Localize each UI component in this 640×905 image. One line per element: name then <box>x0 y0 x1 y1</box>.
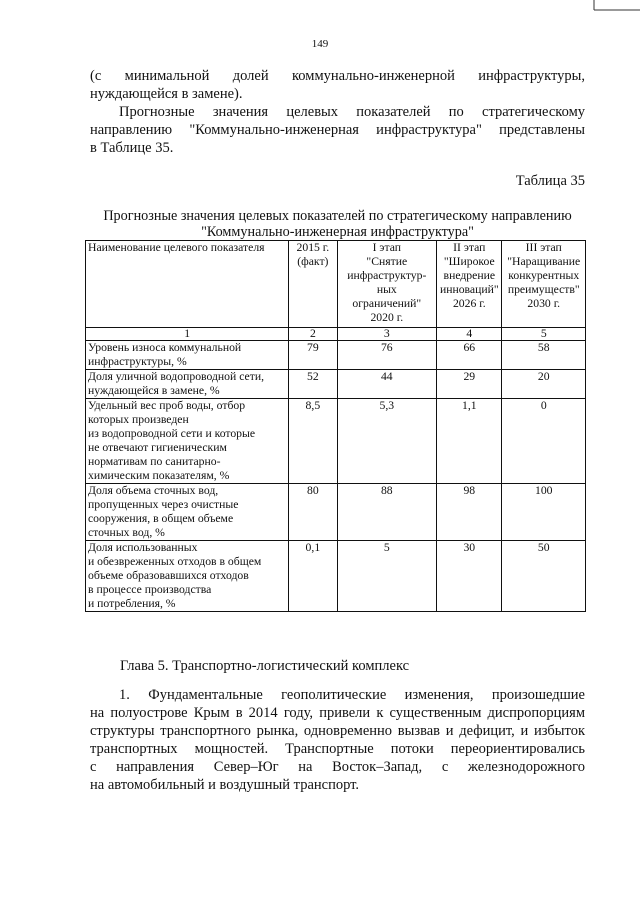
indicator-value: 0 <box>502 399 586 484</box>
indicator-value: 0,1 <box>289 541 337 612</box>
forecast-line: направлению "Коммунально-инженерная инфраструктура" представлены <box>90 122 585 138</box>
indicator-value: 79 <box>289 341 337 370</box>
table-header-row <box>86 241 586 328</box>
indicator-name: Доля объема сточных вод, пропущенных через очистные сооружения, в общем объеме сточных вод, % <box>86 484 289 541</box>
indicator-value: 80 <box>289 484 337 541</box>
column-number: 1 <box>86 328 289 341</box>
indicator-value: 66 <box>437 341 502 370</box>
indicator-value: 30 <box>437 541 502 612</box>
body-line: структуры транспортного рынка, одновременно вызвав и дефицит, и избыток <box>90 723 585 739</box>
header-stage-1: I этап "Снятие инфраструктур- ных ограничений" 2020 г. <box>337 241 437 328</box>
column-number: 3 <box>337 328 437 341</box>
indicator-name: Удельный вес проб воды, отбор которых произведен из водопроводной сети и которые не отвечают гигиеническим нормативам по санитарно- химическим показателям, % <box>86 399 289 484</box>
column-numbers-row <box>86 328 586 341</box>
table-row <box>86 370 586 399</box>
chapter-title: Глава 5. Транспортно-логистический комплекс <box>120 658 410 674</box>
indicator-value: 1,1 <box>437 399 502 484</box>
indicator-value: 76 <box>337 341 437 370</box>
indicator-value: 100 <box>502 484 586 541</box>
table-title <box>85 208 590 240</box>
table-title-line: Прогнозные значения целевых показателей по стратегическому направлению <box>103 208 572 224</box>
table-row <box>86 341 586 370</box>
column-number: 2 <box>289 328 337 341</box>
indicator-value: 20 <box>502 370 586 399</box>
indicator-value: 58 <box>502 341 586 370</box>
scan-corner-mark <box>586 0 640 18</box>
table-row <box>86 484 586 541</box>
indicator-value: 98 <box>437 484 502 541</box>
forecast-paragraph <box>90 103 585 157</box>
indicators-table <box>85 240 586 612</box>
header-indicator-name: Наименование целевого показателя <box>86 241 289 328</box>
body-line: с направления Север–Юг на Восток–Запад, с железнодорожного <box>90 759 585 775</box>
table-row <box>86 399 586 484</box>
indicator-value: 52 <box>289 370 337 399</box>
body-line: на автомобильный и воздушный транспорт. <box>90 777 360 793</box>
table-label: Таблица 35 <box>515 173 585 189</box>
intro-paragraph <box>90 67 585 103</box>
indicator-name: Уровень износа коммунальной инфраструктуры, % <box>86 341 289 370</box>
indicator-value: 88 <box>337 484 437 541</box>
body-line: транспортных мощностей. Транспортные потоки переориентировались <box>90 741 585 757</box>
forecast-line: Прогнозные значения целевых показателей по стратегическому <box>119 104 585 120</box>
body-line: 1. Фундаментальные геополитические изменения, произошедшие <box>119 687 585 703</box>
forecast-line: в Таблице 35. <box>90 140 174 156</box>
table-row <box>86 541 586 612</box>
header-2015: 2015 г. (факт) <box>289 241 337 328</box>
indicator-name: Доля использованных и обезвреженных отходов в общем объеме образовавшихся отходов в процессе производства и потребления, % <box>86 541 289 612</box>
indicator-value: 5,3 <box>337 399 437 484</box>
header-stage-3: III этап "Наращивание конкурентных преимуществ" 2030 г. <box>502 241 586 328</box>
indicator-value: 44 <box>337 370 437 399</box>
intro-line: нуждающейся в замене). <box>90 86 243 102</box>
column-number: 5 <box>502 328 586 341</box>
intro-line: (с минимальной долей коммунально-инженерной инфраструктуры, <box>90 68 585 84</box>
page-number: 149 <box>311 38 329 50</box>
indicator-value: 8,5 <box>289 399 337 484</box>
indicator-value: 5 <box>337 541 437 612</box>
body-line: на полуострове Крым в 2014 году, привели к существенным диспропорциям <box>90 705 585 721</box>
table-title-line: "Коммунально-инженерная инфраструктура" <box>201 224 474 240</box>
column-number: 4 <box>437 328 502 341</box>
body-paragraph <box>90 686 585 794</box>
indicator-value: 29 <box>437 370 502 399</box>
indicator-value: 50 <box>502 541 586 612</box>
indicator-name: Доля уличной водопроводной сети, нуждающейся в замене, % <box>86 370 289 399</box>
header-stage-2: II этап "Широкое внедрение инноваций" 2026 г. <box>437 241 502 328</box>
